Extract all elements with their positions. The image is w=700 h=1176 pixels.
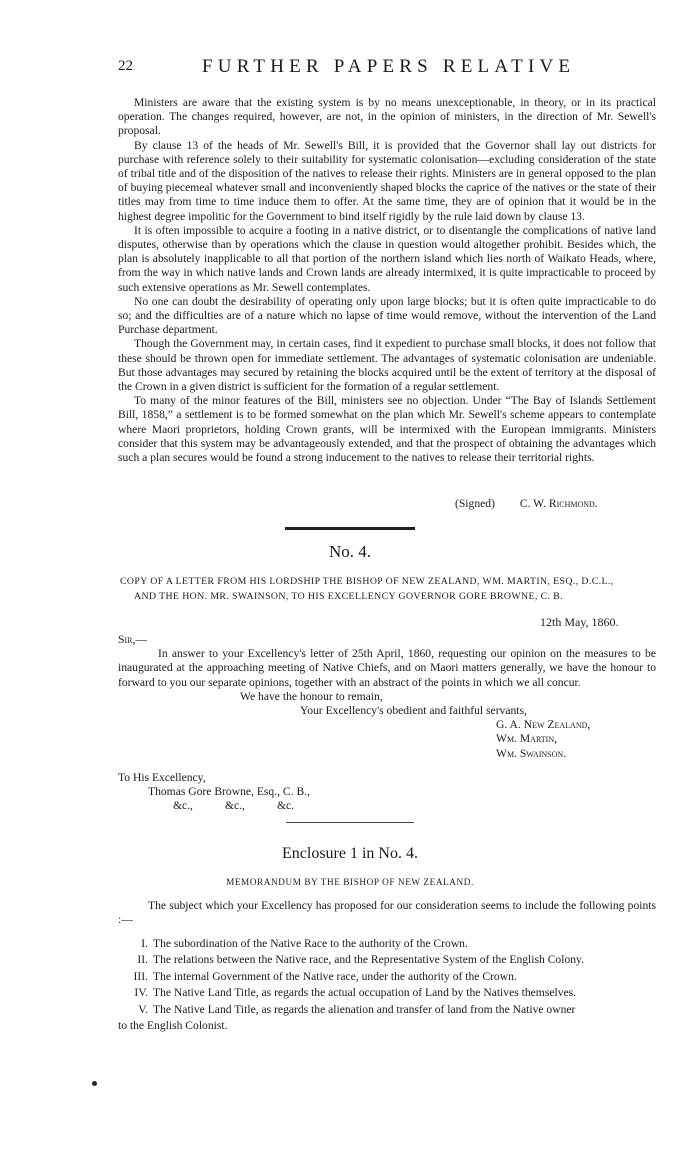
letter-title-line: COPY OF A LETTER FROM HIS LORDSHIP THE BISHOP OF NEW ZEALAND, WM. MARTIN, ESQ., D.C.L., [120,576,614,587]
signatory: G. A. New Zealand, [496,718,591,732]
addressee-etc [118,799,329,813]
signature-line [455,497,598,510]
page-header [118,58,658,82]
letter-paragraph: In answer to your Excellency's letter of 25th April, 1860, requesting our opinion on the measures to be inaugurated at the approaching meeting of Native Chiefs, and on Maori matters generally, we have the honour to forward to you our separate opinions, together with an abstract of the points in which we all concur. [118,647,656,689]
point-number: II. [137,953,148,967]
point-text: The Native Land Title, as regards the actual occupation of Land by the Natives themselves. [153,986,577,1000]
signatory-name: C. W. Richmond. [519,497,598,510]
letter-body [118,633,656,761]
section-divider [285,527,415,530]
section-divider [286,822,414,823]
list-item-continuation: to the English Colonist. [118,1019,228,1033]
closing-line: We have the honour to remain, [240,689,383,703]
section-heading: No. 4. [328,542,372,561]
etc-text: &c., [225,799,245,813]
enclosure-heading: Enclosure 1 in No. 4. [282,845,418,862]
list-item [118,1002,658,1018]
memorandum-intro [118,899,656,927]
paragraph: No one can doubt the desirability of operating only upon large blocks; but it is often quite impracticable to do so; and the difficulties are of a nature which no lapse of time would remove, without the intervention of the Land Purchase department. [118,294,656,337]
addressee-line: Thomas Gore Browne, Esq., C. B., [148,785,310,799]
point-number: IV. [134,986,148,1000]
paragraph: Ministers are aware that the existing system is by no means unexceptionable, in theory, or in its practical operation. The changes required, however, are not, in the opinion of ministers, in the direction of Mr. Sewell's proposal. [118,96,656,138]
paragraph: By clause 13 of the heads of Mr. Sewell's Bill, it is provided that the Governor shall lay out districts for purchase with reference solely to their suitability for systematic colonisation—excluding consideration of the state of tribal title and of the disposition of the natives to release their rights. Ministers are in general opposed to the plan of buying piecemeal whatever small and inconveniently shaped blocks the caprice of the natives or the state of their titles may from time to time induce them to offer. At the same time, they are of opinion that it would be in the highest degree impolitic for the Government to bind itself rigidly by the rule laid down by clause 13. [118,138,656,223]
etc-text: &c., [173,799,193,813]
list-item [118,936,658,952]
point-text: The subordination of the Native Race to the authority of the Crown. [153,937,468,950]
paragraph: To many of the minor features of the Bill, ministers see no objection. Under “The Bay of Islands Settlement Bill, 1858,” a settlement is to be formed somewhat on the plan which Mr. Sewell's scheme appears to contemplate where Maori proprietors, holding Crown grants, will be intermixed with the European immigrants. Ministers consider that this system may be advantageously extended, and that the prospect of obtaining the advantages which such a plan secures would be found a strong inducement to the natives to release their territorial rights. [118,394,656,465]
letter-title-line: AND THE HON. MR. SWAINSON, TO HIS EXCELLENCY GOVERNOR GORE BROWNE, C. B. [134,591,564,602]
paragraph: Though the Government may, in certain cases, find it expedient to purchase small blocks, it does not follow that these should be thrown open for immediate settlement. The advantages of systematic colonisation are undeniable. But those advantages may secured by retaining the blocks acquired until be the extent of territory at the disposal of the Crown in a given district is sufficient for the formation of a regular settlement. [118,337,656,394]
closing-line: Your Excellency's obedient and faithful servants, [300,704,527,718]
running-head: FURTHER PAPERS RELATIVE [202,56,576,77]
page-number: 22 [118,58,133,74]
addressee-block [118,771,329,814]
etc-text: &c. [277,799,295,813]
point-number: V. [138,1002,148,1016]
signed-label: (Signed) [455,497,495,510]
letter-title [120,574,660,604]
points-list [118,936,658,1034]
salutation: Sir,— [118,633,147,646]
margin-mark [92,1081,97,1086]
point-text: The internal Government of the Native race, under the authority of the Crown. [153,969,517,983]
list-item [118,952,658,968]
signatory: Wm. Swainson. [496,746,567,760]
point-text: The relations between the Native race, and the Representative System of the English Colony. [153,953,584,967]
memorandum-title: MEMORANDUM BY THE BISHOP OF NEW ZEALAND. [226,877,474,887]
point-text: The Native Land Title, as regards the alienation and transfer of land from the Native owner [153,1002,576,1016]
addressee-line: To His Excellency, [118,771,206,784]
point-number: III. [133,969,148,983]
point-number: I. [141,937,148,950]
letter-date: 12th May, 1860. [540,615,619,629]
paragraph: It is often impossible to acquire a footing in a native district, or to disentangle the complications of native land disputes, otherwise than by operations which the clause in question would altogether prohibit. Besides which, the plan is absolutely inapplicable to all that portion of the northern island which lies north of Waikato Heads, where, from the way in which native lands and Crown lands are already intermixed, it is quite impracticable to proceed by such extensive operations as Mr. Sewell contemplates. [118,223,656,294]
signatory: Wm. Martin, [496,732,558,746]
list-item [118,985,658,1001]
paragraph: The subject which your Excellency has proposed for our consideration seems to include the following points :— [118,899,656,927]
list-item [118,969,658,985]
memorandum-body [118,96,656,465]
